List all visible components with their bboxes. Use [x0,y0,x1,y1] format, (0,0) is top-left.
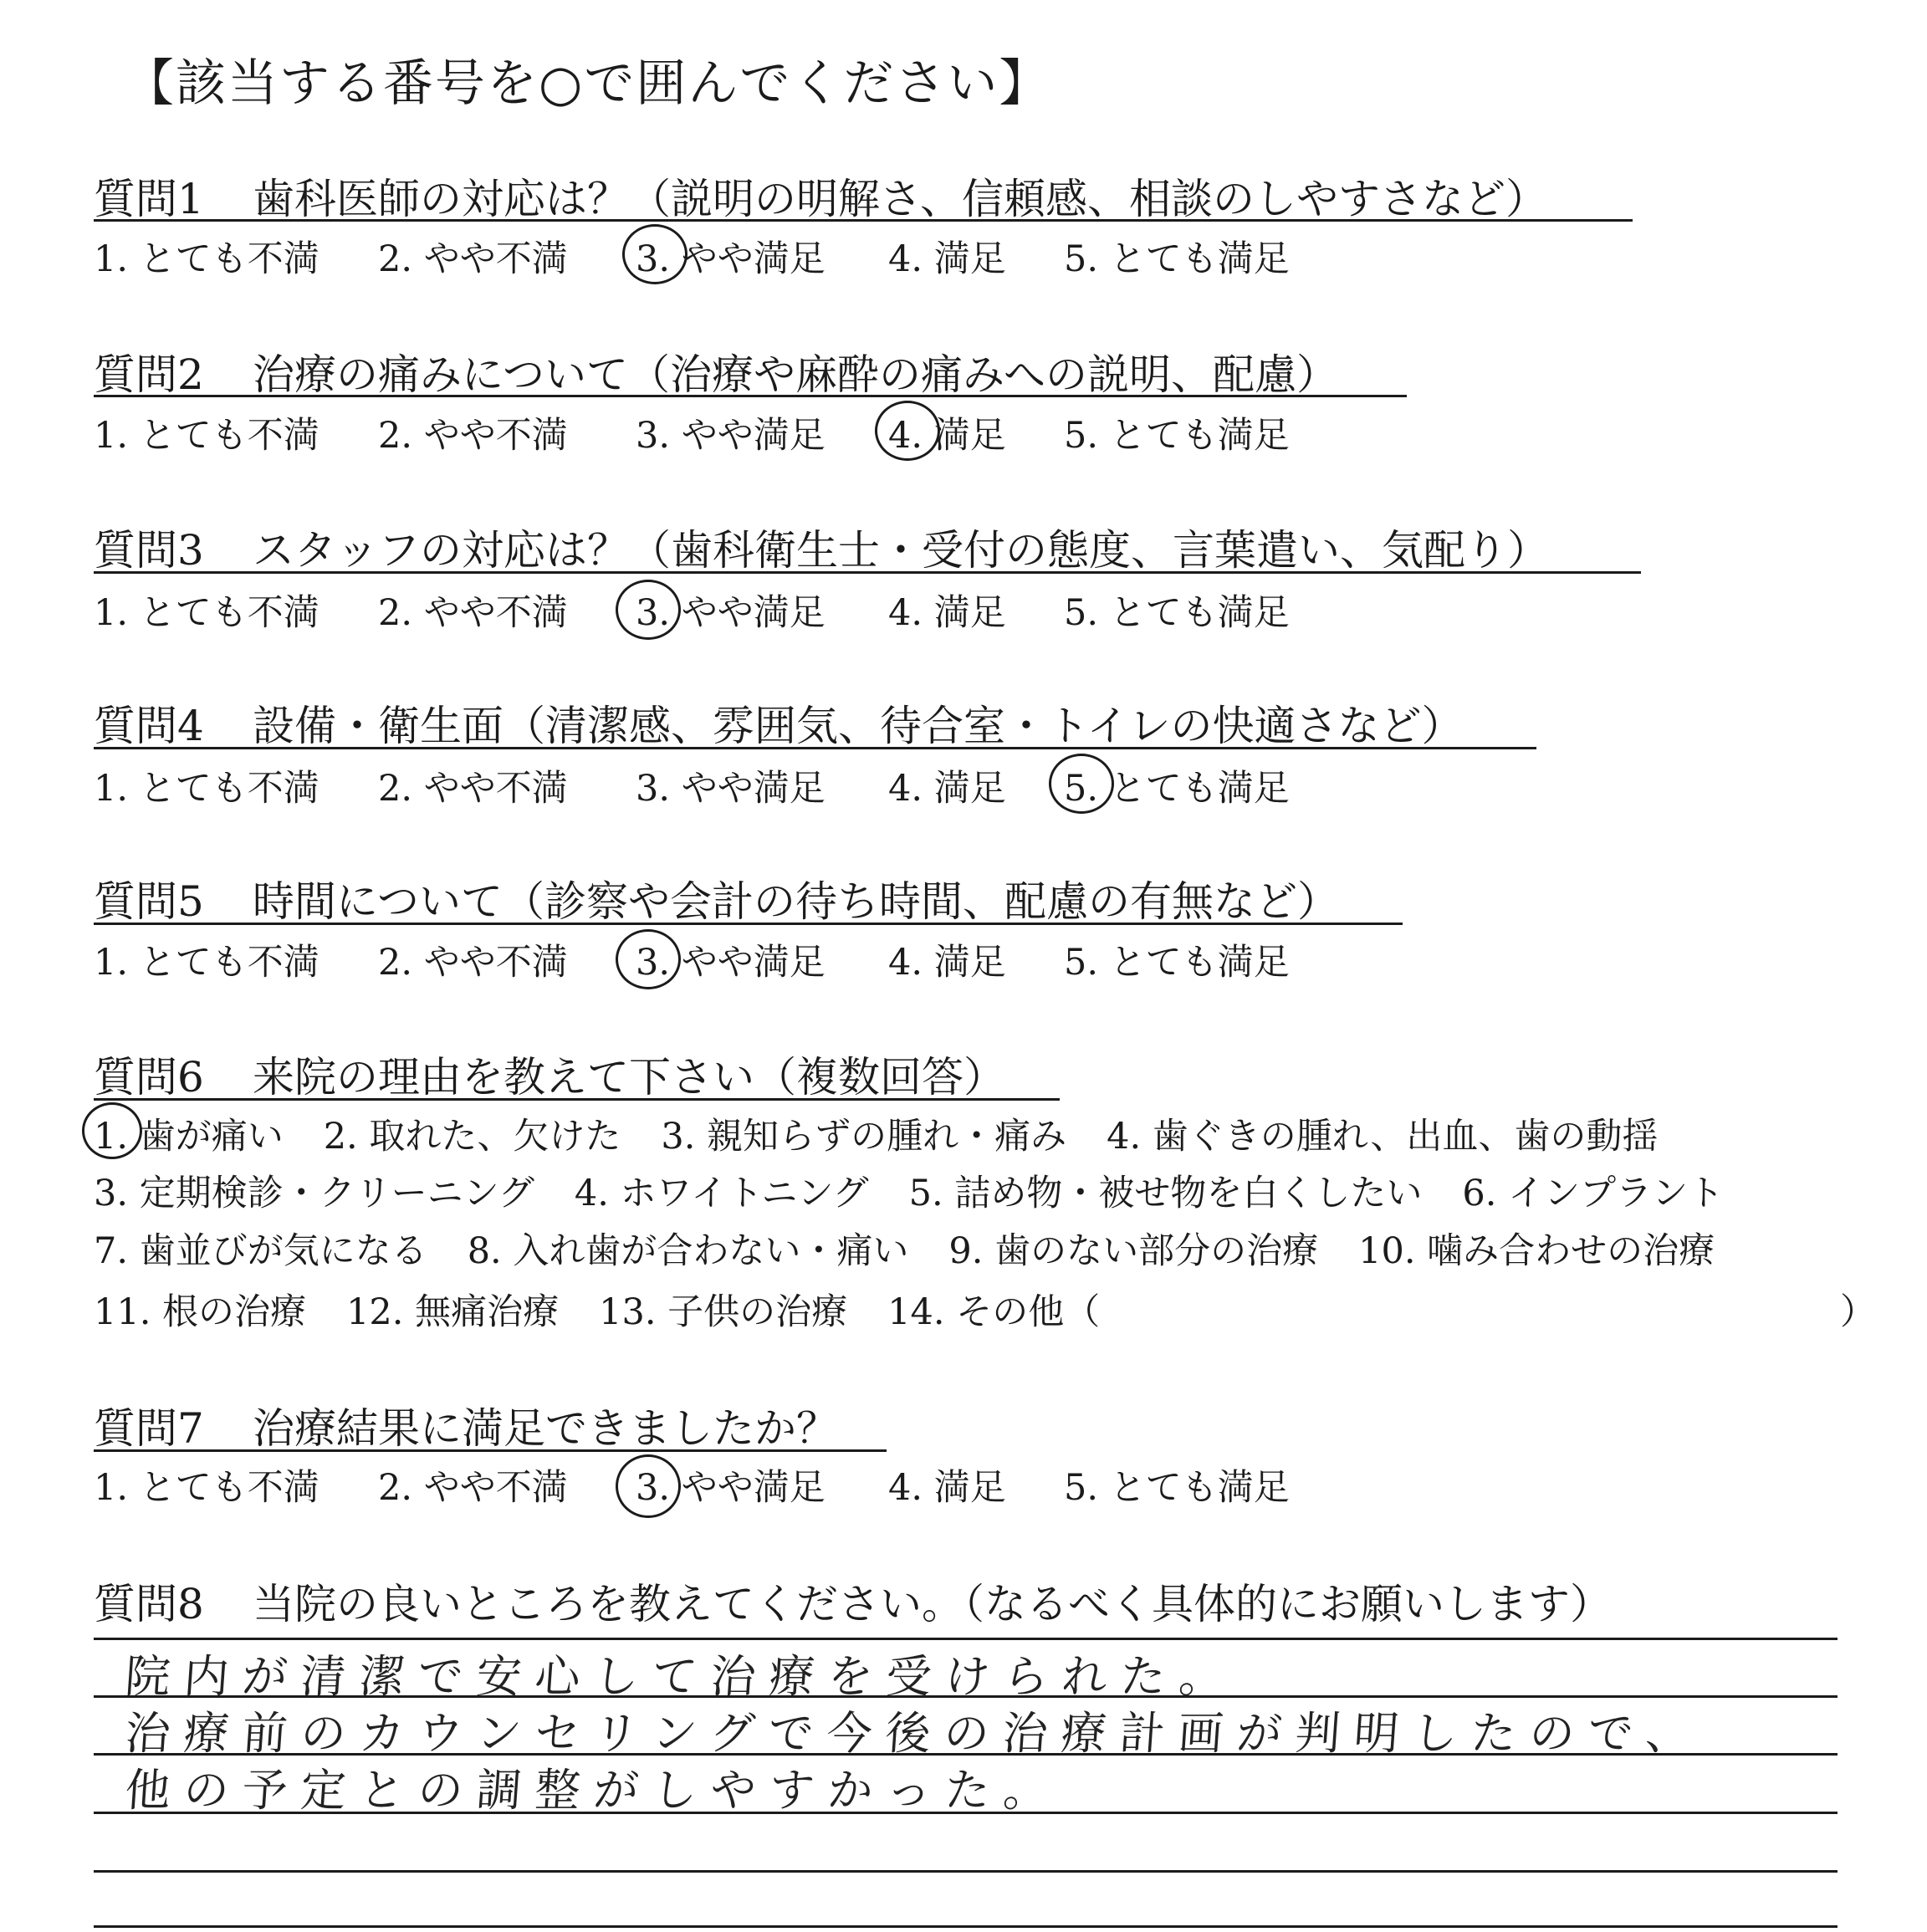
question-number: 質問3 [94,526,204,575]
reason-option[interactable]: 7. 歯並びが気になる [94,1230,427,1272]
question-number: 質問2 [94,350,204,399]
rating-option-5[interactable]: 5. とても満足 [1064,415,1290,457]
rating-option-3[interactable]: 3. やや満足 [636,415,825,457]
rating-option-4[interactable]: 4. 満足 [888,768,1006,810]
question-2-heading [94,341,1338,401]
rating-option-3[interactable]: 3. やや満足 [636,942,825,984]
question-underline [94,571,1641,574]
rating-option-5[interactable]: 5. とても満足 [1064,238,1290,280]
answer-rule [94,1925,1838,1928]
rating-option-2[interactable]: 2. やや不満 [378,1467,568,1509]
handwritten-answer-line-3: 他の予定との調整がしやすかった。 [123,1764,1064,1817]
rating-option-2[interactable]: 2. やや不満 [378,415,568,457]
rating-option-2[interactable]: 2. やや不満 [378,768,568,810]
reason-option[interactable]: 6. インプラント [1462,1173,1725,1214]
question-text: 当院の良いところを教えてください。（なるべく具体的にお願いします） [253,1580,1612,1628]
question-underline [94,395,1407,397]
reason-option[interactable]: 2. 取れた、欠けた [323,1116,621,1158]
rating-option-5[interactable]: 5. とても満足 [1064,592,1290,634]
question-text: 治療の痛みについて（治療や麻酔の痛みへの説明、配慮） [253,350,1338,399]
selection-circle [622,224,687,284]
question-text: 時間について（診察や会計の待ち時間、配慮の有無など） [253,877,1339,926]
reason-option[interactable]: 3. 定期検診・クリーニング [94,1173,534,1214]
question-number: 質問1 [94,175,204,223]
question-5-heading [94,868,1339,928]
reason-option[interactable]: 12. 無痛治療 [346,1291,560,1333]
handwritten-answer-line-2: 治療前のカウンセリングで今後の治療計画が判明したので、 [123,1707,1706,1760]
rating-option-3[interactable]: 3. やや満足 [636,592,825,634]
reason-option[interactable]: 10. 噛み合わせの治療 [1358,1230,1715,1272]
reason-option[interactable]: 4. 歯ぐきの腫れ、出血、歯の動揺 [1107,1116,1659,1158]
other-paren-close: ） [1840,1291,1876,1333]
selection-circle [875,401,940,461]
reason-option[interactable]: 1. 歯が痛い [94,1116,284,1158]
answer-rule [94,1870,1838,1873]
selection-circle [1049,754,1114,814]
rating-option-3[interactable]: 3. やや満足 [636,768,825,810]
rating-option-4[interactable]: 4. 満足 [888,592,1006,634]
rating-option-3[interactable]: 3. やや満足 [636,1467,825,1509]
rating-option-1[interactable]: 1. とても不満 [94,415,319,457]
selection-circle [616,929,681,989]
question-3-heading [94,517,1549,577]
reason-option[interactable]: 9. 歯のない部分の治療 [948,1230,1319,1272]
rating-option-1[interactable]: 1. とても不満 [94,768,319,810]
question-underline [94,923,1403,925]
question-8-heading [94,1571,1612,1631]
rating-option-4[interactable]: 4. 満足 [888,1467,1006,1509]
reason-option[interactable]: 5. 詰め物・被せ物を白くしたい [908,1173,1423,1214]
reason-row-2 [94,1165,1764,1216]
rating-option-1[interactable]: 1. とても不満 [94,592,319,634]
question-text: 来院の理由を教えて下さい（複数回答） [253,1053,1005,1101]
answer-rule [94,1638,1838,1640]
page-title: 【該当する番号を○で囲んでください】 [124,54,1051,113]
question-underline [94,219,1633,222]
rating-option-2[interactable]: 2. やや不満 [378,238,568,280]
selection-circle [616,1454,681,1518]
question-text: 設備・衛生面（清潔感、雰囲気、待合室・トイレの快適さなど） [253,702,1464,750]
rating-option-2[interactable]: 2. やや不満 [378,942,568,984]
rating-option-5[interactable]: 5. とても満足 [1064,942,1290,984]
rating-option-4[interactable]: 4. 満足 [888,415,1006,457]
question-1-heading [94,166,1547,226]
reason-option[interactable]: 3. 親知らずの腫れ・痛み [661,1116,1067,1158]
rating-option-1[interactable]: 1. とても不満 [94,1467,319,1509]
question-text: 歯科医師の対応は？（説明の明解さ、信頼感、相談のしやすさなど） [253,175,1547,223]
rating-option-4[interactable]: 4. 満足 [888,942,1006,984]
selection-circle [616,580,681,640]
question-number: 質問7 [94,1404,204,1453]
handwritten-answer-line-1: 院内が清潔で安心して治療を受けられた。 [123,1650,1240,1703]
reason-option-other[interactable]: 14. その他（ [887,1291,1101,1333]
question-text: スタッフの対応は？（歯科衛生士・受付の態度、言葉遣い、気配り） [253,526,1549,575]
rating-option-3[interactable]: 3. やや満足 [636,238,825,280]
question-underline [94,1449,887,1452]
rating-option-1[interactable]: 1. とても不満 [94,238,319,280]
question-4-heading [94,693,1464,753]
reason-option[interactable]: 11. 根の治療 [94,1291,307,1333]
reason-option[interactable]: 13. 子供の治療 [599,1291,848,1333]
rating-option-4[interactable]: 4. 満足 [888,238,1006,280]
question-underline [94,1098,1060,1101]
reason-row-1 [94,1108,1698,1159]
question-text: 治療結果に満足できましたか？ [253,1404,838,1453]
rating-option-5[interactable]: 5. とても満足 [1064,1467,1290,1509]
question-number: 質問8 [94,1580,204,1628]
rating-option-1[interactable]: 1. とても不満 [94,942,319,984]
rating-option-5[interactable]: 5. とても満足 [1064,768,1290,810]
reason-row-4 [94,1284,1140,1335]
selection-circle [82,1102,142,1159]
reason-option[interactable]: 4. ホワイトニング [574,1173,869,1214]
reason-option[interactable]: 8. 入れ歯が合わない・痛い [467,1230,909,1272]
question-6-heading [94,1044,1005,1104]
question-number: 質問6 [94,1053,204,1101]
question-underline [94,747,1536,749]
rating-option-2[interactable]: 2. やや不満 [378,592,568,634]
reason-row-3 [94,1223,1755,1274]
question-7-heading [94,1395,838,1455]
question-number: 質問5 [94,877,204,926]
question-number: 質問4 [94,702,204,750]
